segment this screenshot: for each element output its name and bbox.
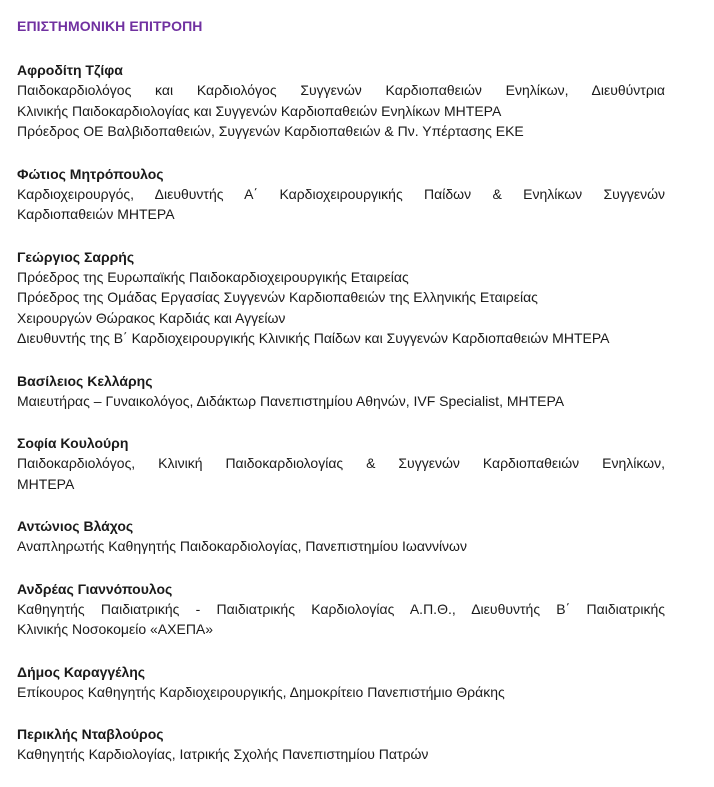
member-title-line: Καθηγητής Καρδιολογίας, Ιατρικής Σχολής Πανεπιστημίου Πατρών (17, 746, 429, 762)
member-title-line: Κλινικής Νοσοκομείο «ΑΧΕΠΑ» (17, 621, 214, 637)
member-entry (17, 164, 665, 225)
member-name: Σοφία Κουλούρη (17, 435, 129, 451)
member-title-line: Χειρουργών Θώρακος Καρδιάς και Αγγείων (17, 309, 286, 326)
member-entry (17, 247, 665, 349)
member-title-line: Διευθυντής της Β΄ Καρδιοχειρουργικής Κλινικής Παίδων και Συγγενών Καρδιοπαθειών ΜΗΤΕΡΑ (17, 330, 610, 346)
member-name: Αφροδίτη Τζίφα (17, 62, 123, 78)
member-name: Περικλής Νταβλούρος (17, 726, 164, 742)
member-title-line: Πρόεδρος της Ευρωπαϊκής Παιδοκαρδιοχειρουργικής Εταιρείας (17, 268, 409, 285)
member-entry (17, 516, 665, 557)
member-title-line: Καρδιοπαθειών ΜΗΤΕΡΑ (17, 206, 175, 222)
member-entry (17, 579, 665, 640)
member-name: Ανδρέας Γιαννόπουλος (17, 580, 173, 597)
member-title-line: Επίκουρος Καθηγητής Καρδιοχειρουργικής, Δημοκρίτειο Πανεπιστήμιο Θράκης (17, 683, 505, 700)
member-title-line: Μαιευτήρας – Γυναικολόγος, Διδάκτωρ Πανεπιστημίου Αθηνών, IVF Specialist, ΜΗΤΕΡΑ (17, 392, 565, 409)
member-name: Φώτιος Μητρόπουλος (17, 165, 164, 182)
member-entry (17, 371, 665, 412)
member-title-line: Παιδοκαρδιολόγος και Καρδιολόγος Συγγενών Καρδιοπαθειών Ενηλίκων, Διευθύντρια (17, 82, 665, 98)
member-entry (17, 60, 665, 142)
member-title-line: Καρδιοχειρουργός, Διευθυντής Α΄ Καρδιοχειρουργικής Παίδων & Ενηλίκων Συγγενών (17, 185, 665, 202)
member-entry (17, 724, 665, 765)
member-name: Βασίλειος Κελλάρης (17, 372, 153, 389)
member-title-line: Κλινικής Παιδοκαρδιολογίας και Συγγενών Καρδιοπαθειών Ενηλίκων ΜΗΤΕΡΑ (17, 102, 502, 119)
member-name: Αντώνιος Βλάχος (17, 518, 134, 534)
member-list (17, 60, 665, 787)
member-name: Δήμος Καραγγέλης (17, 663, 146, 680)
member-title-line: Πρόεδρος ΟΕ Βαλβιδοπαθειών, Συγγενών Καρδιοπαθειών & Πν. Υπέρτασης ΕΚΕ (17, 123, 524, 139)
member-title-line: Πρόεδρος της Ομάδας Εργασίας Συγγενών Καρδιοπαθειών της Ελληνικής Εταιρείας (17, 289, 538, 305)
member-title-line: Παιδοκαρδιολόγος, Κλινική Παιδοκαρδιολογίας & Συγγενών Καρδιοπαθειών Ενηλίκων, (17, 455, 665, 471)
member-name: Γεώργιος Σαρρής (17, 248, 135, 265)
member-title-line: ΜΗΤΕΡΑ (17, 475, 75, 492)
member-entry (17, 662, 665, 703)
member-title-line: Καθηγητής Παιδιατρικής - Παιδιατρικής Καρδιολογίας Α.Π.Θ., Διευθυντής Β΄ Παιδιατρικής (17, 600, 665, 617)
member-title-line: Αναπληρωτής Καθηγητής Παιδοκαρδιολογίας, Πανεπιστημίου Ιωαννίνων (17, 538, 467, 554)
member-entry (17, 433, 665, 494)
committee-heading: ΕΠΙΣΤΗΜΟΝΙΚΗ ΕΠΙΤΡΟΠΗ (17, 18, 203, 34)
